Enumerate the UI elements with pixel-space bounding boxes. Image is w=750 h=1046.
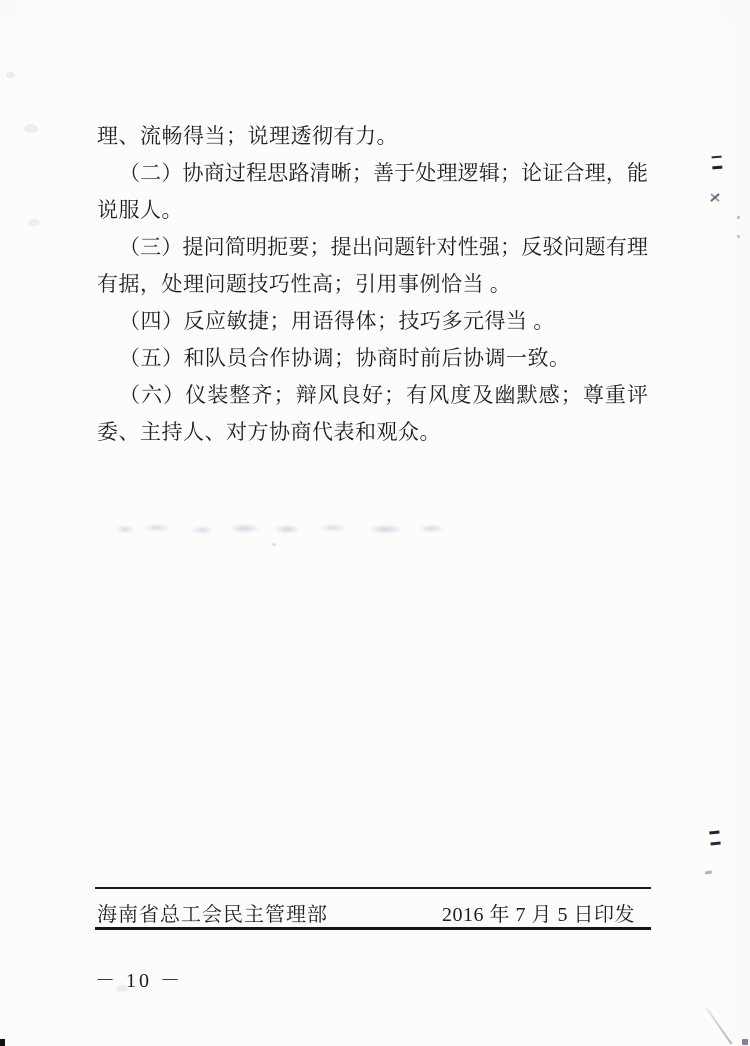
text-line: 有据，处理问题技巧性高；引用事例恰当 。 [97,272,512,296]
text-line: （二）协商过程思路清晰；善于处理逻辑；论证合理，能 [119,161,648,185]
text-line: （四）反应敏捷；用语得体；技巧多元得当 。 [119,309,555,333]
footer-row [97,898,651,927]
footer-top-rule [95,887,651,889]
scan-artifact [28,219,40,226]
ink-bleedthrough-smudge [104,521,456,536]
ink-speck [709,831,720,846]
footer-issuer: 海南省总工会民主管理部 [97,904,328,926]
ink-bleedthrough-dot [272,543,276,546]
document-body-text [97,118,648,451]
text-line: 说服人。 [97,198,183,222]
scan-edge-mark [0,1039,5,1046]
footer-bottom-rule [95,927,651,930]
page-number: － 10 － [95,970,183,992]
text-line: （六）仪装整齐；辩风良好；有风度及幽默感；尊重评 [119,383,648,407]
ink-speck [737,216,740,238]
text-line: 委、主持人、对方协商代表和观众。 [97,420,441,444]
ink-speck [710,193,721,203]
text-line: 理、流畅得当；说理透彻有力。 [97,124,398,148]
scan-artifact [116,985,128,992]
text-line: （五）和队员合作协调；协商时前后协调一致。 [119,346,571,370]
scan-artifact [24,124,38,133]
scan-artifact [6,72,15,78]
text-line: （三）提问简明扼要；提出问题针对性强；反驳问题有理 [119,235,648,259]
ink-speck [712,156,723,170]
ink-speck [742,1039,748,1045]
scan-scratch [706,1007,733,1044]
footer-print-date: 2016 年 7 月 5 日印发 [442,904,635,926]
ink-speck [705,871,712,875]
